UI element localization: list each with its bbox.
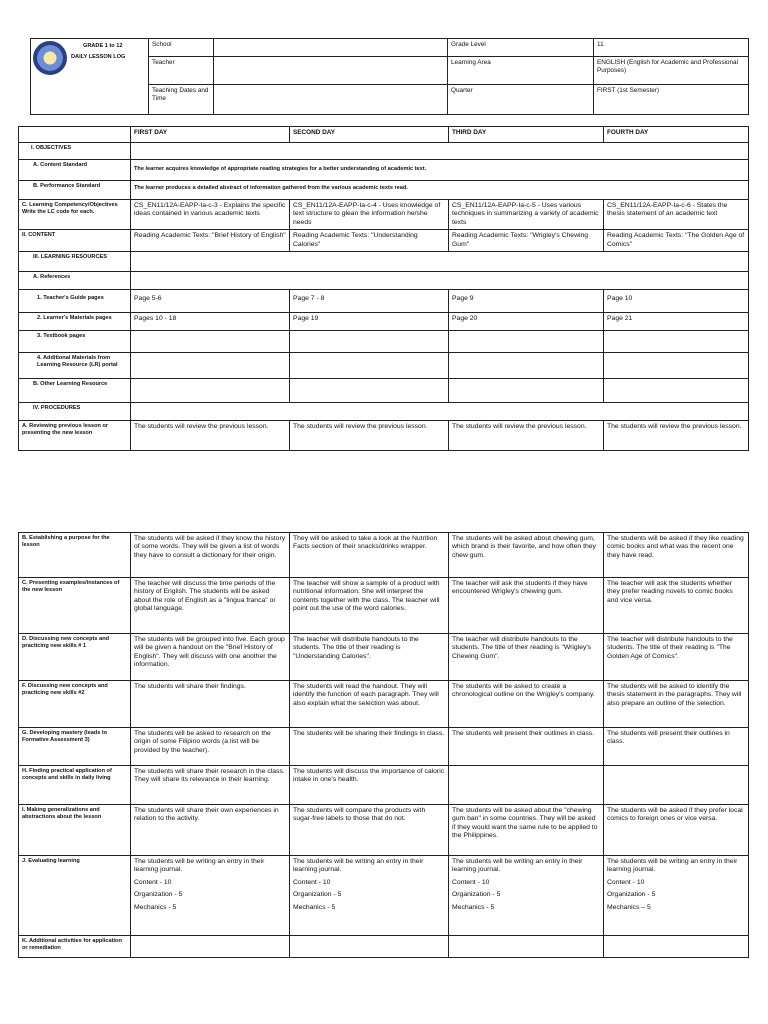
mastery-label: G. Developing mastery (leads to Formative Assessment 3) (19, 728, 131, 766)
application-label: H. Finding practical application of concepts and skills in daily living (19, 766, 131, 805)
performance-standard-value: The learner produces a detailed abstract of information gathered from the various academic texts read. (131, 181, 749, 200)
day-header-1: FIRST DAY (131, 127, 290, 143)
k-day4 (604, 936, 749, 958)
b-day2: They will be asked to take a look at the Nutrition Facts section of their snacks/drinks wrapper. (290, 533, 449, 578)
j-content-day4: Content - 10 (607, 878, 645, 886)
objectives-label: I. OBJECTIVES (19, 143, 131, 160)
learners-materials-label: 2. Learner's Materials pages (19, 313, 131, 331)
content-standard-value: The learner acquires knowledge of appropriate reading strategies for a better understanding of academic text. (131, 160, 749, 181)
f-day4: The students will be asked to identify the thesis statement in the paragraphs. They will also prepare an outline of the selection. (604, 681, 749, 728)
j-content-day1: Content - 10 (134, 878, 172, 886)
k-day1 (131, 936, 290, 958)
h-day2: The students will discuss the importance of caloric intake in one's health. (290, 766, 449, 805)
tg-day1: Page 5-6 (131, 290, 290, 313)
d-day2: The teacher will distribute handouts to the students. The title of their reading is "Understanding Calories". (290, 634, 449, 681)
c-day1: The teacher will discuss the time periods of the history of English. The students will be asked about the role of English as a "lingua franca" or global language. (131, 578, 290, 634)
j-mech-day4: Mechanics – 5 (607, 903, 651, 911)
other-day2 (290, 379, 449, 403)
lm-day1: Pages 10 - 18 (131, 313, 290, 331)
content-standard-label: A. Content Standard (19, 160, 131, 181)
learning-resources-blank (131, 252, 749, 272)
quarter-label: Quarter (448, 85, 594, 115)
f-day1: The students will share their findings. (131, 681, 290, 728)
day-header-2: SECOND DAY (290, 127, 449, 143)
c-day3: The teacher will ask the students if they have encountered Wrigley's chewing gum. (449, 578, 604, 634)
j-org-day2: Organization - 5 (293, 891, 342, 899)
g-day1: The students will be asked to research on the origin of some Filipino words (a list will be provided by the teacher). (131, 728, 290, 766)
d-day3: The teacher will distribute handouts to the students. The title of their reading is "Wrigley's Chewing Gum". (449, 634, 604, 681)
quarter-value: FIRST (1st Semester) (594, 85, 749, 115)
grade-level-value: 11 (594, 39, 749, 57)
competency-day1: CS_EN11/12A-EAPP-Ia-c-3 - Explains the specific ideas contained in various academic texts (131, 200, 290, 230)
competency-day2: CS_EN11/12A-EAPP-Ia-c-4 - Uses knowledge of text structure to glean the information he/she needs (290, 200, 449, 230)
g-day2: The students will be sharing their findings in class. (290, 728, 449, 766)
a-day4: The students will review the previous lesson. (604, 421, 749, 451)
tg-day4: Page 10 (604, 290, 749, 313)
generalization-label: I. Making generalizations and abstractions about the lesson (19, 805, 131, 856)
g-day3: The students will present their outlines in class. (449, 728, 604, 766)
k-day2 (290, 936, 449, 958)
i-day4: The students will be asked if they prefer local comics to foreign ones or vice versa. (604, 805, 749, 856)
header-table (30, 38, 749, 115)
j-org-day4: Organization - 5 (607, 891, 656, 899)
day-header-4: FOURTH DAY (604, 127, 749, 143)
c-day2: The teacher will show a sample of a product with nutritional information. She will interpret the contents together with the class. The teacher will point out the use of the word calories. (290, 578, 449, 634)
i-day3: The students will be asked about the "chewing gum ban" in some countries. They will be asked if they would want the same rule to be applied to the Philippines. (449, 805, 604, 856)
learning-resources-label: III. LEARNING RESOURCES (19, 252, 131, 272)
j-org-day1: Organization - 5 (134, 891, 183, 899)
lm-day4: Page 21 (604, 313, 749, 331)
references-label: A. References (19, 272, 131, 290)
competency-day3: CS_EN11/12A-EAPP-Ia-c-5 - Uses various techniques in summarizing a variety of academic texts (449, 200, 604, 230)
evaluating-label: J. Evaluating learning (19, 856, 131, 936)
g-day4: The students will present their outlines in class. (604, 728, 749, 766)
content-day2: Reading Academic Texts: "Understanding Calories" (290, 230, 449, 252)
f-day2: The students will read the handout. They will identify the function of each paragraph. They will also explain what the selection was about. (290, 681, 449, 728)
am-day3 (449, 353, 604, 379)
teacher-value[interactable] (214, 57, 448, 85)
dates-value[interactable] (214, 85, 448, 115)
performance-standard-label: B. Performance Standard (19, 181, 131, 200)
d-day4: The teacher will distribute handouts to the students. The title of their reading is "The Golden Age of Comics". (604, 634, 749, 681)
examples-label: C. Presenting examples/instances of the new lesson (19, 578, 131, 634)
j-day2 (290, 856, 449, 936)
tg-day3: Page 9 (449, 290, 604, 313)
dll-label: DAILY LESSON LOG (71, 53, 126, 60)
d-day1: The students will be grouped into five. Each group will be given a handout on the "Brief History of English". They will discuss with one another the information. (131, 634, 290, 681)
am-day2 (290, 353, 449, 379)
lesson-table-page2 (18, 532, 749, 958)
lm-day2: Page 19 (290, 313, 449, 331)
i-day1: The students will share their own experiences in relation to the activity. (131, 805, 290, 856)
b-day4: The students will be asked if they like reading comic books and what was the recent one they have read. (604, 533, 749, 578)
j-day1 (131, 856, 290, 936)
corner-cell (19, 127, 131, 143)
procedures-label: IV. PROCEDURES (19, 403, 131, 421)
j-mech-day2: Mechanics - 5 (293, 903, 336, 911)
competency-label: C. Learning Competency/Objectives Write the LC code for each. (19, 200, 131, 230)
f-day3: The students will be asked to create a chronological outline on the Wrigley's company. (449, 681, 604, 728)
grade-label: GRADE 1 to 12 (83, 43, 123, 49)
j-content-day2: Content - 10 (293, 878, 331, 886)
objectives-blank (131, 143, 749, 160)
a-day3: The students will review the previous lesson. (449, 421, 604, 451)
other-day1 (131, 379, 290, 403)
other-day3 (449, 379, 604, 403)
tg-day2: Page 7 - 8 (290, 290, 449, 313)
references-blank (131, 272, 749, 290)
day-header-3: THIRD DAY (449, 127, 604, 143)
other-resource-label: B. Other Learning Resource (19, 379, 131, 403)
j-content-day3: Content - 10 (452, 878, 490, 886)
concepts-1-label: D. Discussing new concepts and practicing new skills # 1 (19, 634, 131, 681)
j-intro-day4: The students will be writing an entry in their learning journal. (607, 858, 738, 874)
j-intro-day3: The students will be writing an entry in their learning journal. (452, 858, 583, 874)
additional-materials-label: 4. Additional Materials from Learning Resource (LR) portal (19, 353, 131, 379)
j-day4 (604, 856, 749, 936)
tb-day3 (449, 331, 604, 353)
j-intro-day1: The students will be writing an entry in their learning journal. (134, 858, 265, 874)
lesson-table-page1 (18, 126, 749, 451)
content-day4: Reading Academic Texts: "The Golden Age of Comics" (604, 230, 749, 252)
am-day1 (131, 353, 290, 379)
learning-area-value: ENGLISH (English for Academic and Professional Purposes) (594, 57, 749, 85)
purpose-label: B. Establishing a purpose for the lesson (19, 533, 131, 578)
deped-seal-icon (33, 41, 67, 75)
j-intro-day2: The students will be writing an entry in their learning journal. (293, 858, 424, 874)
tb-day4 (604, 331, 749, 353)
learning-area-label: Learning Area (448, 57, 594, 85)
j-day3 (449, 856, 604, 936)
b-day3: The students will be asked about chewing gum, which brand is their favorite, and how often they chew gum. (449, 533, 604, 578)
tb-day2 (290, 331, 449, 353)
b-day1: The students will be asked if they know the history of some words. They will be given a list of words they have to consult a dictionary for their origin. (131, 533, 290, 578)
additional-activities-label: K. Additional activities for application or remediation (19, 936, 131, 958)
content-day3: Reading Academic Texts: "Wrigley's Chewing Gum" (449, 230, 604, 252)
h-day4 (604, 766, 749, 805)
k-day3 (449, 936, 604, 958)
school-value[interactable] (214, 39, 448, 57)
a-day2: The students will review the previous lesson. (290, 421, 449, 451)
dates-label: Teaching Dates and Time (149, 85, 214, 115)
other-day4 (604, 379, 749, 403)
school-label: School (149, 39, 214, 57)
j-org-day3: Organization - 5 (452, 891, 501, 899)
h-day3 (449, 766, 604, 805)
reviewing-lesson-label: A. Reviewing previous lesson or presenting the new lesson (19, 421, 131, 451)
a-day1: The students will review the previous lesson. (131, 421, 290, 451)
school-logo-cell (31, 39, 149, 115)
teacher-label: Teacher (149, 57, 214, 85)
competency-day4: CS_EN11/12A-EAPP-Ia-c-6 - States the thesis statement of an academic text (604, 200, 749, 230)
am-day4 (604, 353, 749, 379)
textbook-pages-label: 3. Textbook pages (19, 331, 131, 353)
content-label: II. CONTENT (19, 230, 131, 252)
h-day1: The students will share their research in the class. They will share its relevance in their learning. (131, 766, 290, 805)
c-day4: The teacher will ask the students whether they prefer reading novels to comic books and vice versa. (604, 578, 749, 634)
teachers-guide-label: 1. Teacher's Guide pages (19, 290, 131, 313)
concepts-2-label: F. Discussing new concepts and practicing new skills #2 (19, 681, 131, 728)
j-mech-day3: Mechanics - 5 (452, 903, 495, 911)
lm-day3: Page 20 (449, 313, 604, 331)
grade-level-label: Grade Level (448, 39, 594, 57)
content-day1: Reading Academic Texts: "Brief History of English" (131, 230, 290, 252)
procedures-blank (131, 403, 749, 421)
j-mech-day1: Mechanics - 5 (134, 903, 177, 911)
tb-day1 (131, 331, 290, 353)
i-day2: The students will compare the products with sugar-free labels to those that do not. (290, 805, 449, 856)
